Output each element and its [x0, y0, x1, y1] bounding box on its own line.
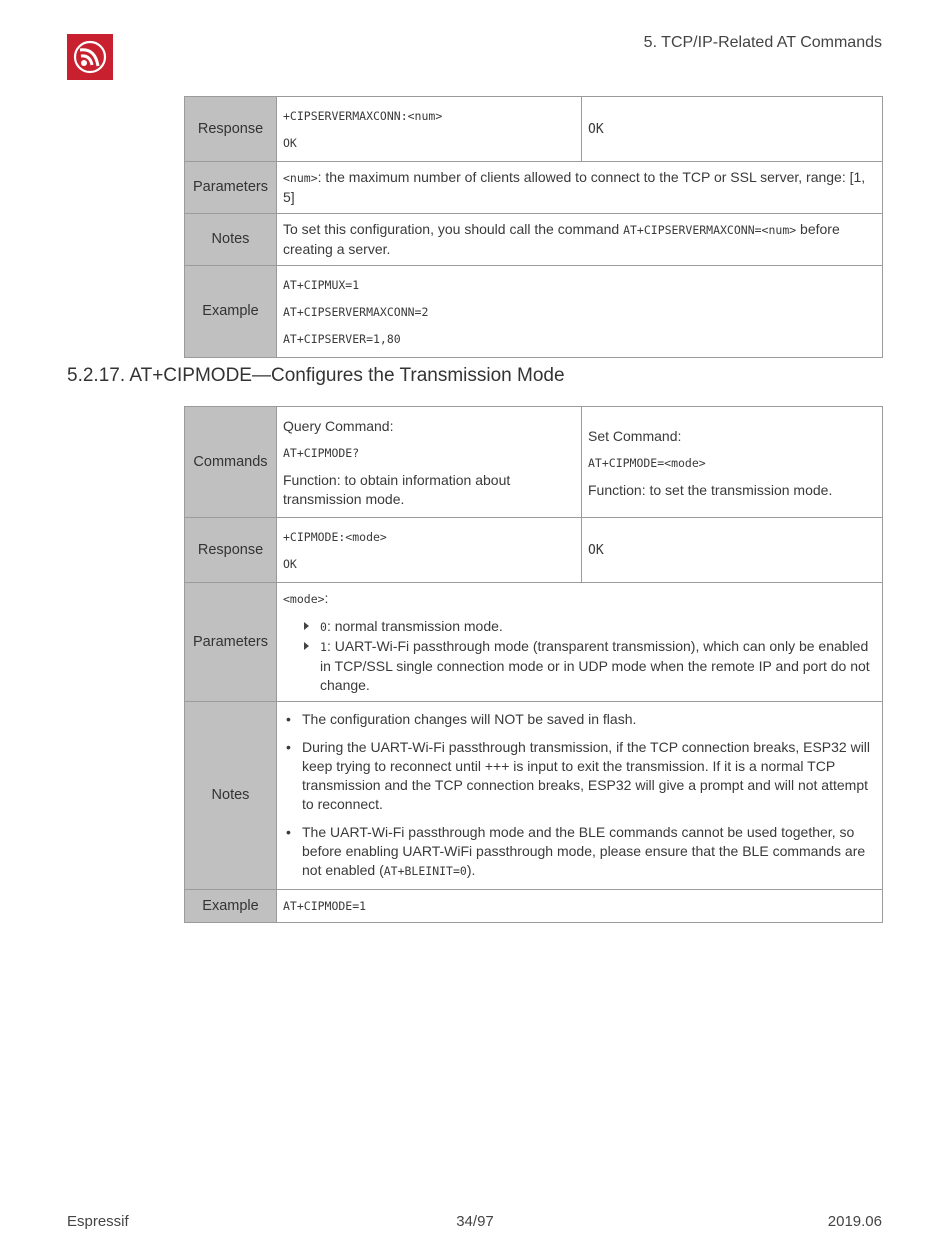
response-set-cell — [582, 97, 883, 162]
set-command-code: AT+CIPMODE=<mode> — [588, 455, 706, 470]
commands-label: Commands — [185, 407, 277, 518]
notes-item-text: The UART-Wi-Fi passthrough mode and the BLE commands cannot be used together, so before enabling UART-WiFi passthrough mode, please ensure that the BLE commands are not enabled ( — [302, 824, 866, 878]
mode-option-text: : normal transmission mode. — [326, 618, 503, 634]
parameters-row — [185, 162, 883, 214]
notes-item — [283, 823, 876, 881]
mode-option-text: : UART-Wi-Fi passthrough mode (transparent transmission), which can only be enabled in TCP/SSL single connection mode or in UDP mode when the remote IP and port do not change. — [320, 638, 870, 693]
query-command-function: Function: to obtain information about transmission mode. — [283, 472, 511, 507]
notes-row — [185, 214, 883, 266]
param-code: <num> — [283, 171, 318, 185]
footer-page-number: 34/97 — [456, 1213, 494, 1230]
espressif-logo-icon — [67, 34, 113, 80]
parameters-cell — [277, 583, 883, 702]
mode-option-item — [283, 637, 876, 695]
set-command-cell — [582, 407, 883, 518]
response-label: Response — [185, 518, 277, 583]
mode-param-colon: : — [324, 590, 329, 606]
response-query-cell — [277, 97, 582, 162]
set-command-title: Set Command: — [588, 427, 682, 444]
notes-list — [283, 710, 876, 881]
cipservermaxconn-table — [184, 96, 883, 358]
response-query-cell — [277, 518, 582, 583]
notes-item-code: AT+BLEINIT=0 — [383, 864, 467, 878]
section-title: 5.2.17. AT+CIPMODE—Configures the Transmission Mode — [67, 365, 565, 386]
param-text: : the maximum number of clients allowed to connect to the TCP or SSL server, range: [1, 5] — [283, 169, 866, 205]
notes-item-text: ). — [466, 862, 476, 878]
notes-text-before: To set this configuration, you should call the command — [283, 221, 624, 237]
example-cell — [277, 890, 883, 923]
example-line: AT+CIPSERVER=1,80 — [283, 332, 401, 346]
response-set-cell — [582, 518, 883, 583]
mode-option-item — [283, 617, 876, 637]
response-value-line: +CIPMODE:<mode> — [283, 530, 387, 544]
set-command-function: Function: to set the transmission mode. — [588, 481, 833, 498]
example-label: Example — [185, 890, 277, 923]
parameters-label: Parameters — [185, 583, 277, 702]
mode-option-code: 0 — [320, 620, 327, 634]
response-label: Response — [185, 97, 277, 162]
query-command-title: Query Command: — [283, 418, 394, 434]
example-row — [185, 890, 883, 923]
query-command-code: AT+CIPMODE? — [283, 446, 360, 460]
response-ok-line: OK — [283, 136, 297, 150]
response-set-ok: OK — [588, 122, 604, 137]
example-line: AT+CIPMUX=1 — [283, 278, 360, 292]
notes-row — [185, 702, 883, 890]
response-ok-line: OK — [283, 557, 297, 571]
example-cell — [277, 266, 883, 358]
example-label: Example — [185, 266, 277, 358]
commands-row — [185, 407, 883, 518]
notes-cell — [277, 214, 883, 266]
notes-cell — [277, 702, 883, 890]
example-code: AT+CIPMODE=1 — [283, 899, 367, 913]
example-row — [185, 266, 883, 358]
chapter-header: 5. TCP/IP-Related AT Commands — [643, 34, 882, 51]
footer-company: Espressif — [67, 1213, 129, 1230]
notes-item: • During the UART-Wi-Fi passthrough transmission, if the TCP connection breaks, ESP32 will keep trying to reconnect until +++ is input to exit the transmission. If it is a normal TCP transmission and the TCP connection breaks, ESP32 will give a prompt and will not attempt to reconnect. — [283, 738, 876, 814]
parameters-label: Parameters — [185, 162, 277, 214]
response-row — [185, 518, 883, 583]
mode-param-code: <mode> — [283, 592, 325, 606]
mode-param-heading — [283, 589, 876, 609]
footer-date: 2019.06 — [827, 1213, 882, 1230]
cipmode-table — [184, 406, 883, 923]
query-command-cell — [277, 407, 582, 518]
mode-option-code: 1 — [320, 640, 327, 654]
notes-item: • The configuration changes will NOT be saved in flash. — [283, 710, 876, 729]
response-value-line: +CIPSERVERMAXCONN:<num> — [283, 109, 443, 123]
response-set-ok: OK — [588, 543, 604, 558]
parameters-row — [185, 583, 883, 702]
notes-label: Notes — [185, 214, 277, 266]
notes-text-after: before creating a server. — [283, 221, 840, 257]
example-line: AT+CIPSERVERMAXCONN=2 — [283, 305, 429, 319]
notes-code: AT+CIPSERVERMAXCONN=<num> — [623, 223, 797, 237]
notes-label: Notes — [185, 702, 277, 890]
mode-options-list — [283, 617, 876, 695]
parameters-cell — [277, 162, 883, 214]
response-row — [185, 97, 883, 162]
